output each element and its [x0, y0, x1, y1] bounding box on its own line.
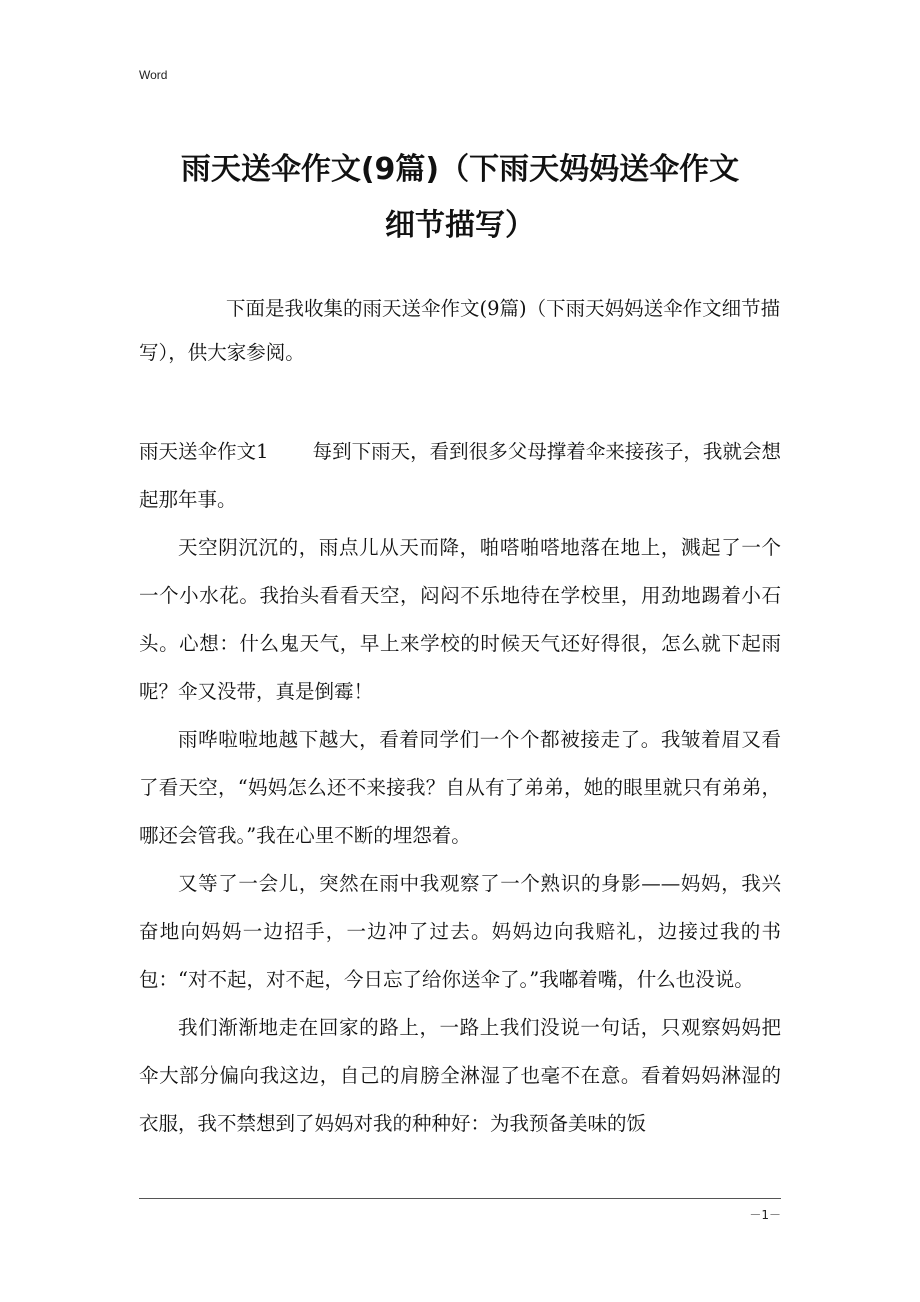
- essay-label: 雨天送伞作文1: [139, 440, 269, 463]
- essay-paragraph: 雨哗啦啦地越下越大，看着同学们一个个都被接走了。我皱着眉又看了看天空，“妈妈怎么还不来接我？自从有了弟弟，她的眼里就只有弟弟，哪还会管我。”我在心里不断的埋怨着。: [139, 728, 781, 847]
- essay-paragraph: 又等了一会儿，突然在雨中我观察了一个熟识的身影——妈妈，我兴奋地向妈妈一边招手，一边冲了过去。妈妈边向我赔礼，边接过我的书包：“对不起，对不起，今日忘了给你送伞了。”我嘟着嘴，什么也没说。: [139, 872, 781, 991]
- page-number: －1－: [749, 1208, 781, 1222]
- document-title: [120, 142, 800, 254]
- essay-body: [139, 428, 781, 1148]
- intro-text: 下面是我收集的雨天送伞作文(9篇)（下雨天妈妈送伞作文细节描写），供大家参阅。: [139, 297, 781, 364]
- intro-paragraph: [139, 287, 781, 375]
- essay-paragraph: 我们渐渐地走在回家的路上，一路上我们没说一句话，只观察妈妈把伞大部分偏向我这边，自己的肩膀全淋湿了也毫不在意。看着妈妈淋湿的衣服，我不禁想到了妈妈对我的种种好：为我预备美味的饭: [139, 1016, 781, 1135]
- title-line-2: 细节描写）: [385, 208, 535, 243]
- title-line-1: 雨天送伞作文(9篇)（下雨天妈妈送伞作文: [180, 152, 740, 187]
- essay-paragraph: 天空阴沉沉的，雨点儿从天而降，啪嗒啪嗒地落在地上，溅起了一个一个小水花。我抬头看看天空，闷闷不乐地待在学校里，用劲地踢着小石头。心想：什么鬼天气，早上来学校的时候天气还好得很，怎么就下起雨呢？伞又没带，真是倒霉！: [139, 536, 781, 703]
- footer-divider: [139, 1198, 781, 1199]
- header-label: Word: [139, 68, 168, 82]
- essay-first-text: 每到下雨天，看到很多父母撑着伞来接孩子，我就会想起那年事。: [139, 440, 781, 511]
- essay-first-paragraph: [139, 428, 781, 524]
